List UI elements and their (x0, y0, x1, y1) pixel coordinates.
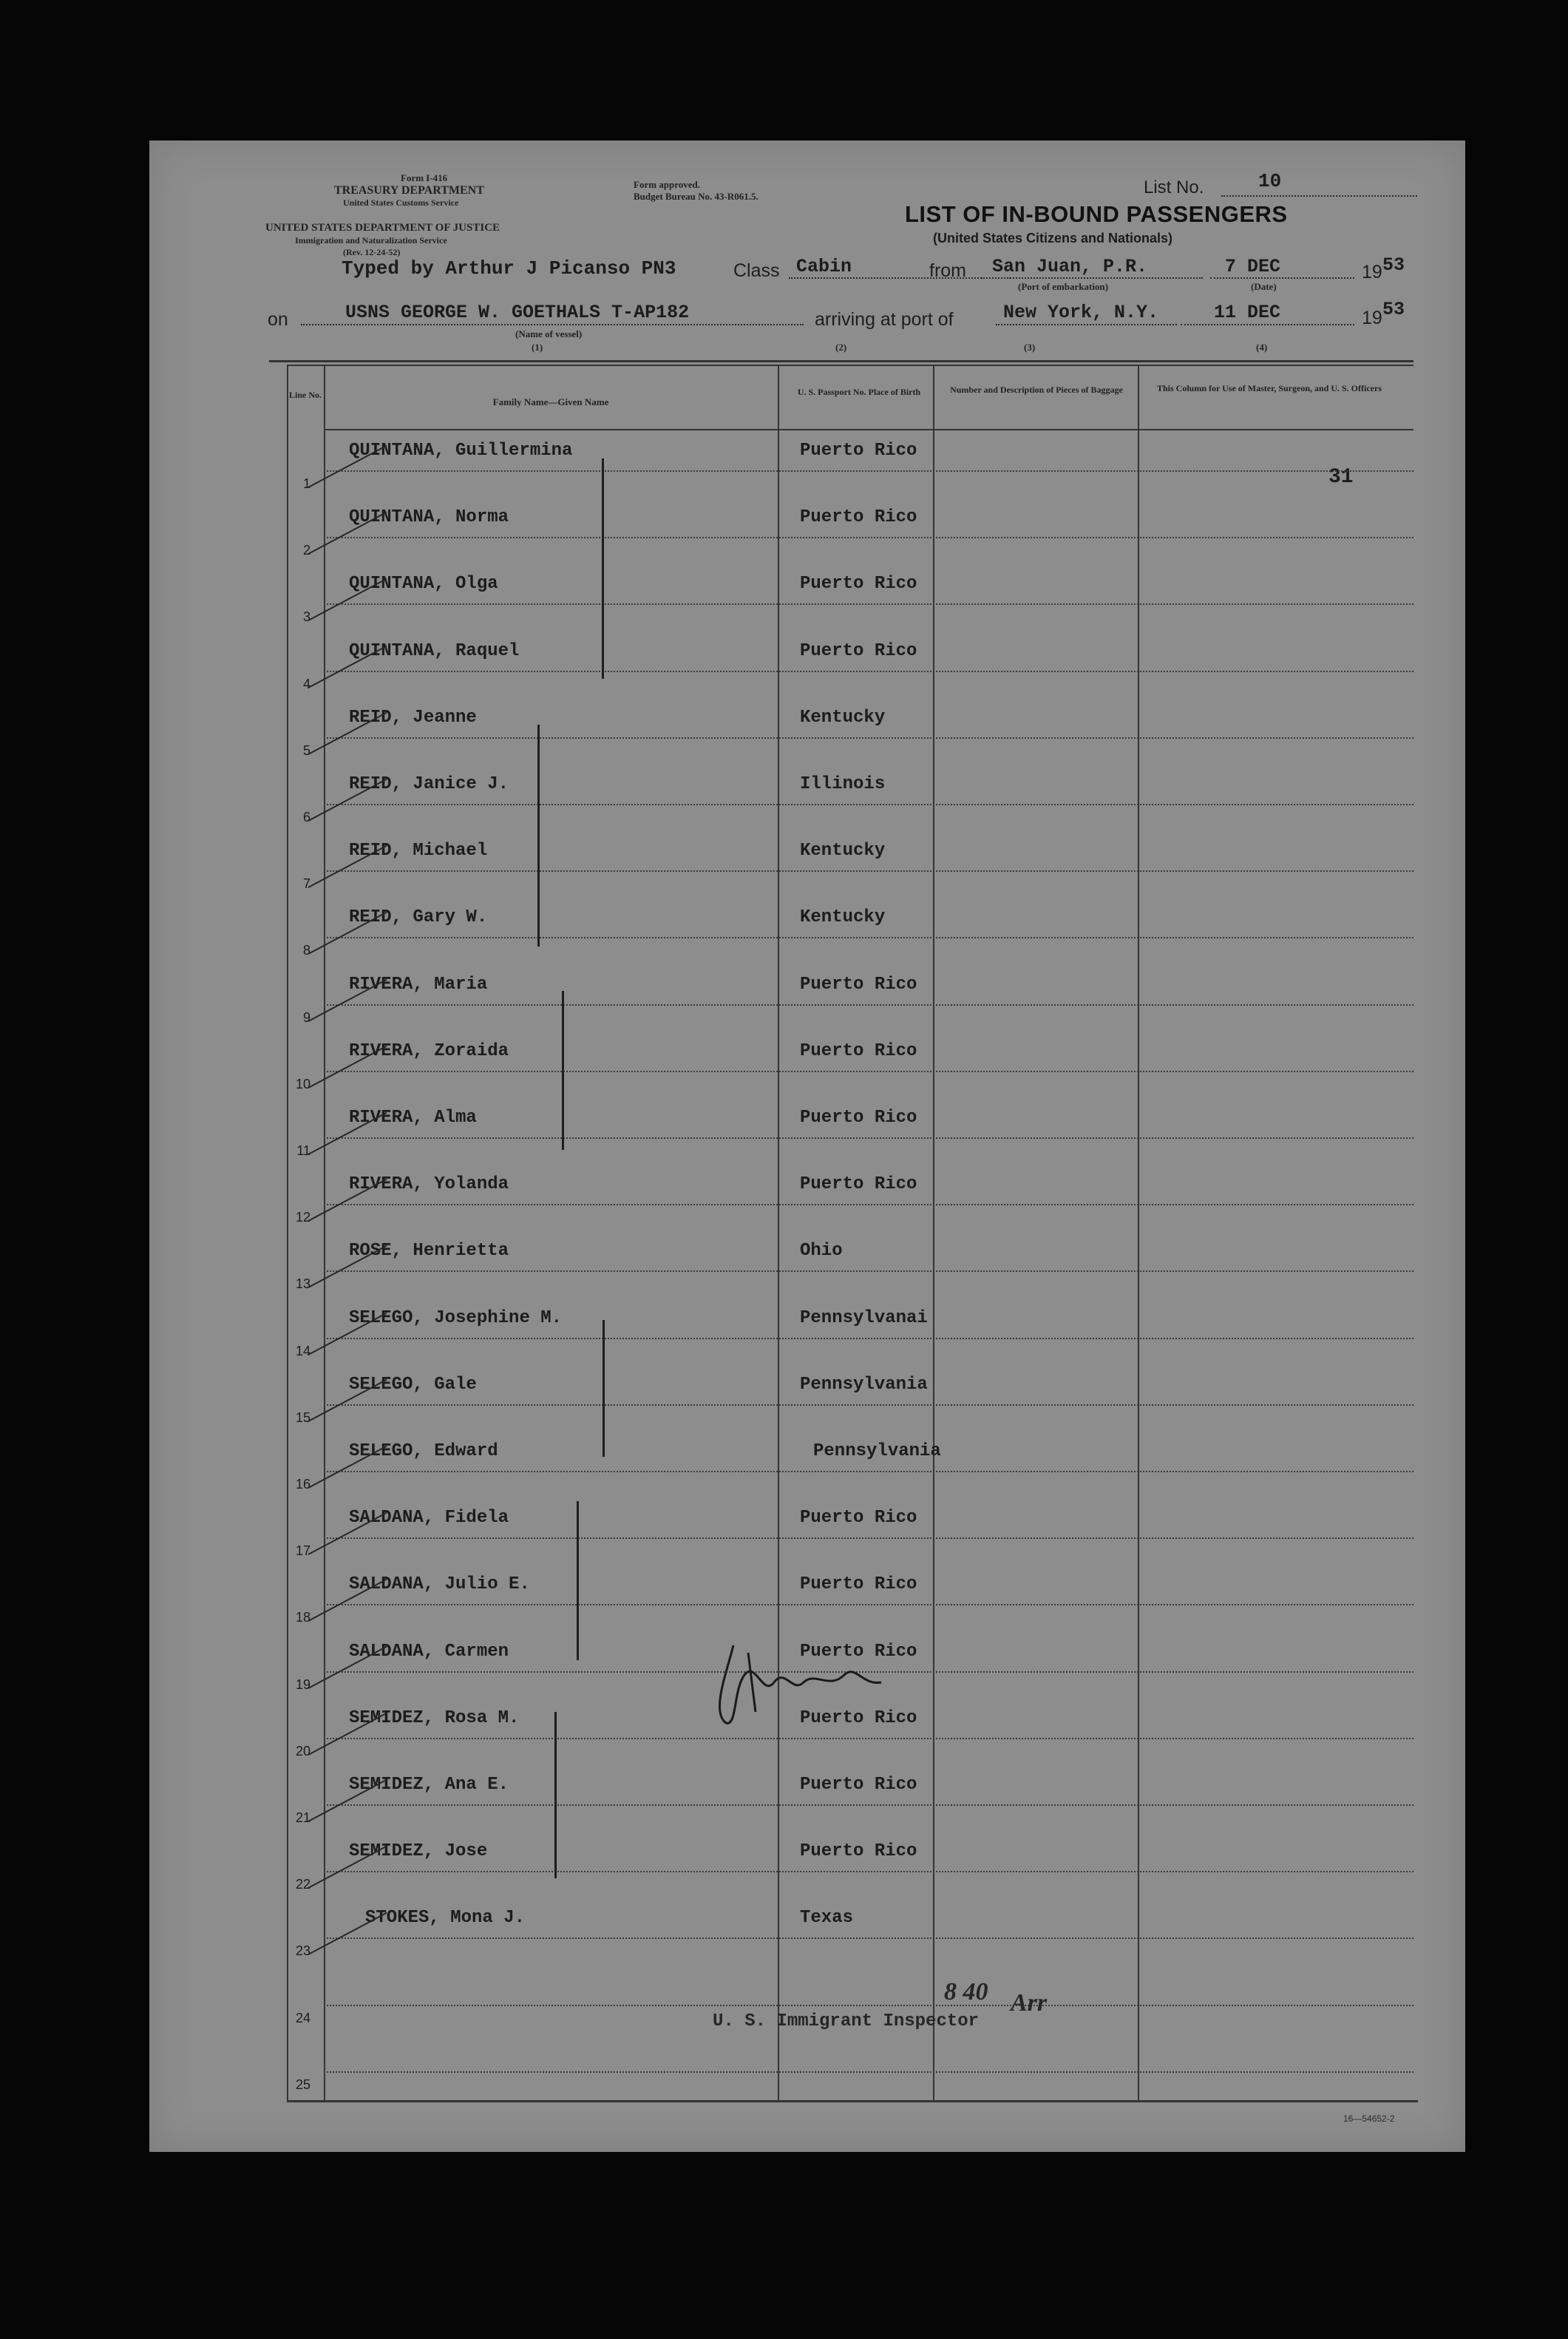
embarkation-caption: (Port of embarkation) (1018, 281, 1109, 292)
row-rule (324, 804, 1413, 805)
check-mark (308, 1245, 387, 1288)
passenger-name: ROSE, Henrietta (349, 1241, 509, 1262)
departure-year: 53 (1382, 254, 1405, 276)
list-no-label: List No. (1144, 177, 1204, 197)
arrival-port-underline (996, 324, 1177, 325)
place-of-birth: Puerto Rico (800, 1775, 917, 1795)
row-rule (324, 1071, 1413, 1072)
check-mark (308, 845, 387, 888)
form-subtitle: (United States Citizens and Nationals) (933, 231, 1173, 246)
check-mark (308, 1779, 387, 1822)
row-rule (324, 603, 1413, 605)
passenger-name: REID, Michael (349, 841, 488, 862)
place-of-birth: Puerto Rico (800, 441, 917, 461)
line-number: 24 (295, 2010, 310, 2025)
from-label: from (929, 260, 966, 281)
line-number: 8 (302, 943, 310, 958)
line-number: 13 (295, 1276, 310, 1292)
place-of-birth: Kentucky (800, 841, 886, 862)
place-of-birth: Puerto Rico (800, 640, 917, 661)
col-divider-passport (933, 365, 934, 2102)
arrival-date: 11 DEC (1214, 302, 1281, 323)
passenger-name: REID, Gary W. (349, 907, 488, 928)
check-mark (308, 445, 387, 488)
col-header-officers: This Column for Use of Master, Surgeon, and U. S. Officers (1156, 383, 1382, 393)
check-mark (308, 1579, 387, 1622)
place-of-birth: Puerto Rico (800, 1040, 917, 1061)
row-rule (324, 537, 1413, 538)
vessel-caption: (Name of vessel) (515, 328, 583, 339)
check-mark (308, 1046, 387, 1089)
row-rule (324, 1471, 1413, 1472)
inspector-mark: Arr (1011, 1989, 1048, 2017)
embarkation-port: San Juan, P.R. (992, 256, 1148, 277)
class-value: Cabin (796, 256, 852, 277)
line-number: 17 (295, 1543, 310, 1559)
line-number: 10 (295, 1076, 310, 1091)
line-number: 5 (302, 742, 310, 758)
passenger-name: RIVERA, Alma (349, 1108, 477, 1128)
header-bottom-rule (324, 429, 1413, 430)
class-label: Class (733, 260, 780, 281)
embarkation-underline (981, 277, 1203, 279)
line-number: 16 (295, 1477, 310, 1492)
passenger-name: SALDANA, Julio E. (349, 1574, 530, 1595)
place-of-birth: Pennsylvania (800, 1374, 928, 1395)
line-number: 12 (295, 1210, 310, 1225)
year-prefix: 19 (1362, 308, 1382, 328)
check-mark (308, 1379, 387, 1422)
row-rule (324, 2005, 1413, 2006)
naturalization-service: Immigration and Naturalization Service (295, 235, 447, 246)
year-prefix: 19 (1362, 262, 1382, 282)
passenger-name: QUINTANA, Raquel (349, 640, 520, 661)
place-of-birth: Illinois (800, 774, 886, 794)
place-of-birth: Puerto Rico (800, 1574, 917, 1595)
officer-note: 31 (1328, 466, 1354, 489)
column-number-1: (1) (532, 342, 543, 353)
check-mark (308, 1112, 387, 1155)
passenger-name: SEMIDEZ, Ana E. (349, 1775, 509, 1795)
column-number-4: (4) (1256, 342, 1268, 353)
line-number: 6 (302, 810, 310, 825)
col-divider-name (778, 365, 779, 2102)
row-rule (324, 1804, 1413, 1806)
check-mark (308, 645, 387, 688)
arriving-label: arriving at port of (815, 309, 954, 330)
line-number: 25 (295, 2076, 310, 2092)
line-number: 3 (302, 609, 310, 625)
line-number: 21 (295, 1810, 310, 1825)
row-rule (324, 1404, 1413, 1406)
place-of-birth: Puerto Rico (800, 1174, 917, 1195)
passenger-name: REID, Jeanne (349, 707, 477, 728)
passenger-name: SEMIDEZ, Rosa M. (349, 1707, 520, 1728)
inspector-signature (704, 1631, 1310, 1734)
passenger-name: QUINTANA, Olga (349, 574, 498, 595)
line-number: 1 (302, 476, 310, 491)
col-divider-left-edge (287, 365, 288, 2102)
place-of-birth: Ohio (800, 1241, 843, 1262)
row-rule (324, 1270, 1413, 1272)
passenger-name: SALDANA, Fidela (349, 1508, 509, 1529)
line-number: 23 (295, 1943, 310, 1959)
row-rule (324, 1204, 1413, 1205)
col-divider-line-no (324, 365, 325, 2102)
check-mark (308, 1312, 387, 1355)
class-underline (789, 277, 1011, 279)
table-bottom-rule (287, 2100, 1418, 2102)
place-of-birth: Texas (800, 1908, 854, 1929)
column-number-3: (3) (1024, 342, 1036, 353)
line-number: 9 (302, 1009, 310, 1025)
group-brace-saldana (577, 1501, 579, 1660)
place-of-birth: Puerto Rico (800, 1508, 917, 1529)
passenger-name: QUINTANA, Guillermina (349, 441, 573, 461)
justice-department: UNITED STATES DEPARTMENT OF JUSTICE (265, 222, 500, 234)
place-of-birth: Puerto Rico (800, 974, 917, 995)
row-rule (324, 1004, 1413, 1006)
row-rule (324, 470, 1413, 472)
place-of-birth: Kentucky (800, 707, 886, 728)
arrival-date-underline (1181, 324, 1354, 325)
check-mark (308, 912, 387, 955)
row-rule (324, 737, 1413, 739)
passenger-name: QUINTANA, Norma (349, 507, 509, 528)
col-header-line-no: Line No. (288, 390, 322, 400)
check-mark (308, 779, 387, 822)
form-revision: (Rev. 12-24-52) (343, 247, 401, 257)
passenger-name: SELEGO, Josephine M. (349, 1307, 563, 1328)
date-caption: (Date) (1251, 281, 1277, 292)
passenger-name: REID, Janice J. (349, 774, 509, 794)
list-no-value: 10 (1258, 170, 1282, 192)
vessel-underline (301, 324, 804, 325)
manifest-sheet (149, 141, 1465, 2152)
check-mark (308, 578, 387, 621)
typed-by: Typed by Arthur J Picanso PN3 (342, 257, 676, 280)
line-number: 19 (295, 1676, 310, 1692)
row-rule (324, 1604, 1413, 1605)
customs-service: United States Customs Service (343, 197, 459, 208)
line-number: 4 (302, 676, 310, 691)
check-mark (308, 1179, 387, 1222)
passenger-name: STOKES, Mona J. (365, 1908, 526, 1929)
arrival-year: 53 (1382, 299, 1405, 320)
row-rule (324, 1871, 1413, 1872)
check-mark (308, 1645, 387, 1688)
arrival-port: New York, N.Y. (1003, 302, 1159, 323)
place-of-birth: Pennsylvanai (800, 1307, 928, 1328)
check-mark (308, 712, 387, 755)
check-mark (308, 978, 387, 1021)
group-brace-rivera (562, 991, 564, 1150)
form-title: LIST OF IN-BOUND PASSENGERS (905, 201, 1288, 227)
place-of-birth: Puerto Rico (800, 507, 917, 528)
col-header-name: Family Name—Given Name (492, 396, 609, 407)
line-number: 20 (295, 1743, 310, 1759)
table-top-rule (269, 360, 1413, 362)
row-rule (324, 1937, 1413, 1939)
col-header-baggage: Number and Description of Pieces of Baggage (950, 385, 1123, 395)
place-of-birth: Puerto Rico (800, 1108, 917, 1128)
check-mark (308, 1446, 387, 1489)
passenger-name: RIVERA, Maria (349, 974, 488, 995)
row-rule (324, 1338, 1413, 1339)
check-mark (308, 1713, 387, 1756)
departure-date-underline (1210, 277, 1354, 279)
on-label: on (268, 309, 288, 330)
check-mark (308, 1912, 387, 1955)
place-of-birth: Puerto Rico (800, 574, 917, 595)
list-no-underline (1221, 195, 1417, 197)
inspector-time: 8 40 (944, 1978, 988, 2005)
check-mark (308, 1512, 387, 1555)
column-number-2: (2) (835, 342, 847, 353)
check-mark (308, 512, 387, 555)
group-brace-semidez (554, 1712, 557, 1878)
passenger-name: RIVERA, Yolanda (349, 1174, 509, 1195)
place-of-birth: Puerto Rico (800, 1841, 917, 1862)
row-rule (324, 870, 1413, 872)
row-rule (324, 1738, 1413, 1739)
row-rule (324, 671, 1413, 672)
col-divider-baggage (1138, 365, 1139, 2102)
budget-bureau: Budget Bureau No. 43-R061.5. (634, 191, 758, 202)
line-number: 22 (295, 1877, 310, 1892)
place-of-birth: Puerto Rico (800, 1641, 917, 1662)
form-approved: Form approved. (634, 179, 701, 190)
group-brace-reid (537, 725, 540, 947)
passenger-name: SALDANA, Carmen (349, 1641, 509, 1662)
passenger-name: SELEGO, Edward (349, 1441, 498, 1461)
passenger-name: SELEGO, Gale (349, 1374, 477, 1395)
form-number: Form I-416 (401, 172, 448, 183)
inspector-caption: U. S. Immigrant Inspector (713, 2011, 980, 2031)
place-of-birth: Kentucky (800, 907, 886, 928)
check-mark (308, 1846, 387, 1889)
passenger-name: RIVERA, Zoraida (349, 1040, 509, 1061)
group-brace-selego (603, 1320, 605, 1457)
table-top-rule-inner (287, 365, 1413, 366)
vessel-name: USNS GEORGE W. GOETHALS T-AP182 (345, 302, 690, 323)
line-number: 7 (302, 876, 310, 892)
line-number: 18 (295, 1610, 310, 1625)
place-of-birth: Puerto Rico (800, 1707, 917, 1728)
line-number: 15 (295, 1409, 310, 1425)
footer-code: 16—54652-2 (1343, 2113, 1395, 2124)
col-header-passport: U. S. Passport No. Place of Birth (797, 387, 921, 397)
row-rule (324, 2071, 1413, 2073)
row-rule (324, 1137, 1413, 1139)
passenger-name: SEMIDEZ, Jose (349, 1841, 488, 1862)
row-rule (324, 1537, 1413, 1539)
line-number: 11 (296, 1143, 310, 1158)
row-rule (324, 937, 1413, 938)
line-number: 14 (295, 1343, 310, 1358)
treasury-department: TREASURY DEPARTMENT (334, 184, 484, 197)
place-of-birth: Pennsylvania (813, 1441, 941, 1461)
group-brace-quintana (602, 458, 604, 679)
line-number: 2 (302, 543, 310, 558)
departure-date: 7 DEC (1225, 256, 1281, 277)
